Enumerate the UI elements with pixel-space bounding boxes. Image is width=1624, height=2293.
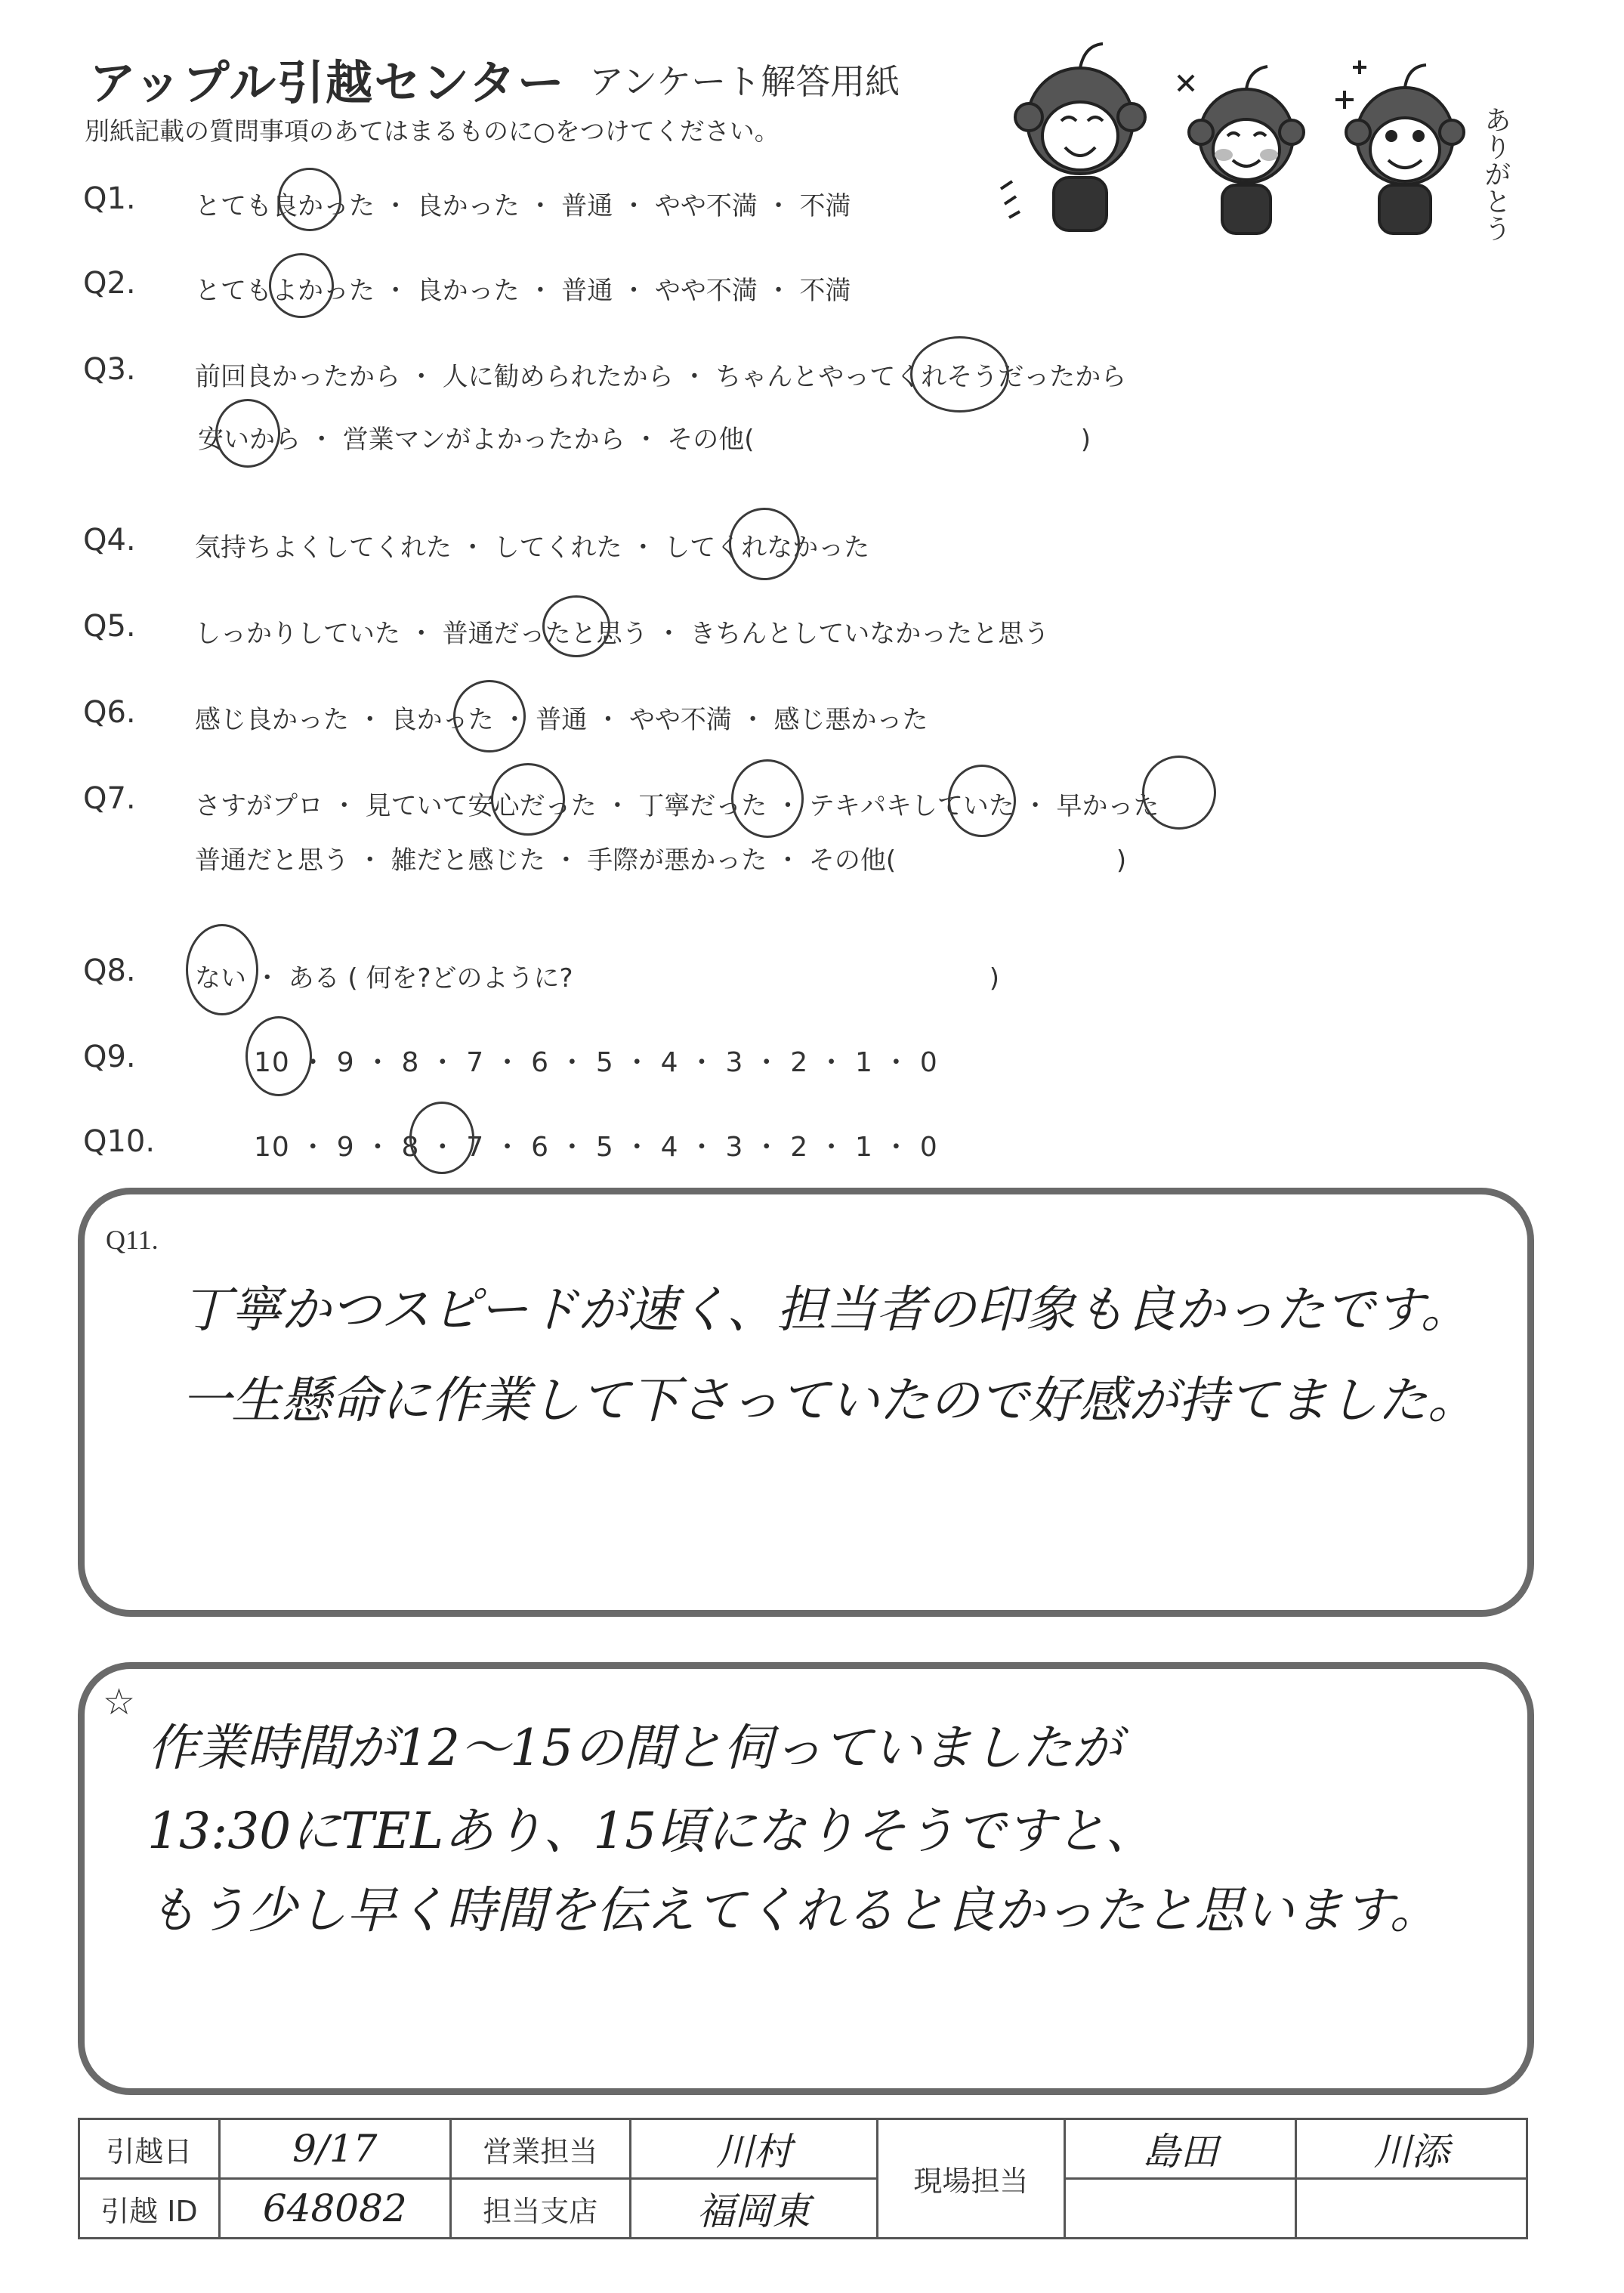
site-staff-empty-2 bbox=[1296, 2179, 1527, 2239]
q3-selection-circle-2 bbox=[215, 399, 280, 468]
q4-options: 気持ちよくしてくれた ・ してくれた ・ してくれなかった bbox=[195, 533, 870, 563]
q3-options-line2: 安いから ・ 営業マンがよかったから ・ その他( ) bbox=[198, 425, 1091, 455]
q3-options-line1: 前回良かったから ・ 人に勧められたから ・ ちゃんとやってくれそうだったから bbox=[195, 362, 1127, 392]
q7-selection-circle-1 bbox=[491, 763, 565, 836]
q5-selection-circle bbox=[542, 595, 610, 657]
q11-comment-line2: 一生懸命に作業して下さっていたので好感が持てました。 bbox=[181, 1371, 1477, 1429]
move-id-value: 648082 bbox=[219, 2179, 450, 2239]
move-id-label: 引越 ID bbox=[79, 2179, 220, 2239]
q10-label: Q10. bbox=[83, 1124, 156, 1159]
q4-label: Q4. bbox=[83, 523, 136, 558]
branch-value: 福岡東 bbox=[630, 2179, 877, 2239]
star-icon: ☆ bbox=[103, 1681, 136, 1723]
move-date-value: 9/17 bbox=[219, 2119, 450, 2179]
q6-label: Q6. bbox=[83, 695, 136, 730]
note-line1: 作業時間が12〜15の間と伺っていましたが bbox=[147, 1719, 1122, 1777]
q6-selection-circle bbox=[453, 680, 526, 752]
q10-selection-circle bbox=[409, 1102, 474, 1174]
q8-label: Q8. bbox=[83, 953, 136, 988]
q3-selection-circle-1 bbox=[910, 336, 1009, 413]
q2-label: Q2. bbox=[83, 266, 136, 301]
q10-scale: 10 ・ 9 ・ 8 ・ 7 ・ 6 ・ 5 ・ 4 ・ 3 ・ 2 ・ 1 ・ 0 bbox=[254, 1132, 938, 1163]
monkey-mascot-3-icon bbox=[1335, 60, 1464, 233]
q5-options: しっかりしていた ・ 普通だったと思う ・ きちんとしていなかったと思う bbox=[195, 619, 1050, 649]
q1-selection-circle bbox=[278, 168, 341, 231]
sales-rep-label: 営業担当 bbox=[450, 2119, 630, 2179]
q7-selection-circle-4 bbox=[1142, 756, 1216, 830]
q8-selection-circle bbox=[186, 924, 258, 1015]
form-instruction: 別紙記載の質問事項のあてはまるものに○をつけてください。 bbox=[85, 116, 780, 146]
q7-options-line1: さすがプロ ・ 見ていて安心だった ・ 丁寧だった ・ テキパキしていた ・ 早かった bbox=[195, 791, 1159, 821]
move-info-table bbox=[78, 2118, 1528, 2239]
q7-selection-circle-3 bbox=[948, 765, 1016, 837]
sales-rep-value: 川村 bbox=[630, 2119, 877, 2179]
q7-selection-circle-2 bbox=[731, 759, 804, 838]
q6-options: 感じ良かった ・ 良かった ・ 普通 ・ やや不満 ・ 感じ悪かった bbox=[195, 705, 928, 735]
move-date-label: 引越日 bbox=[79, 2119, 220, 2179]
site-staff-1-value: 島田 bbox=[1065, 2119, 1296, 2179]
monkey-mascot-1-icon bbox=[1001, 44, 1145, 230]
q1-label: Q1. bbox=[83, 181, 136, 216]
q7-options-line2: 普通だと思う ・ 雑だと感じた ・ 手際が悪かった ・ その他( ) bbox=[195, 845, 1127, 876]
q9-label: Q9. bbox=[83, 1040, 136, 1074]
site-staff-empty-1 bbox=[1065, 2179, 1296, 2239]
q3-label: Q3. bbox=[83, 352, 136, 387]
q1-options: とても良かった ・ 良かった ・ 普通 ・ やや不満 ・ 不満 bbox=[195, 191, 851, 221]
q9-scale: 10 ・ 9 ・ 8 ・ 7 ・ 6 ・ 5 ・ 4 ・ 3 ・ 2 ・ 1 ・ 0 bbox=[254, 1047, 938, 1078]
q9-selection-circle bbox=[245, 1016, 312, 1096]
note-line3: もう少し早く時間を伝えてくれると良かったと思います。 bbox=[147, 1881, 1440, 1939]
form-title: アップル引越センター bbox=[89, 55, 566, 110]
q8-options: ない ・ ある ( 何を?どのように? ) bbox=[195, 963, 1000, 994]
q11-label: Q11. bbox=[106, 1225, 159, 1255]
note-line2: 13:30にTELあり、15頃になりそうですと、 bbox=[147, 1802, 1156, 1860]
monkey-mascots-illustration bbox=[997, 30, 1526, 249]
branch-label: 担当支店 bbox=[450, 2179, 630, 2239]
form-subtitle: アンケート解答用紙 bbox=[589, 61, 900, 102]
mascot-thanks-text: ありがとう bbox=[1480, 106, 1511, 242]
q11-comment-line1: 丁寧かつスピードが速く、担当者の印象も良かったです。 bbox=[181, 1281, 1471, 1339]
q4-selection-circle bbox=[729, 508, 800, 580]
monkey-mascot-2-icon bbox=[1178, 66, 1304, 233]
q2-options: とてもよかった ・ 良かった ・ 普通 ・ やや不満 ・ 不満 bbox=[195, 276, 851, 306]
q2-selection-circle bbox=[269, 253, 334, 318]
site-staff-label: 現場担当 bbox=[877, 2119, 1065, 2239]
site-staff-2-value: 川添 bbox=[1296, 2119, 1527, 2179]
q5-label: Q5. bbox=[83, 609, 136, 644]
q7-label: Q7. bbox=[83, 781, 136, 816]
